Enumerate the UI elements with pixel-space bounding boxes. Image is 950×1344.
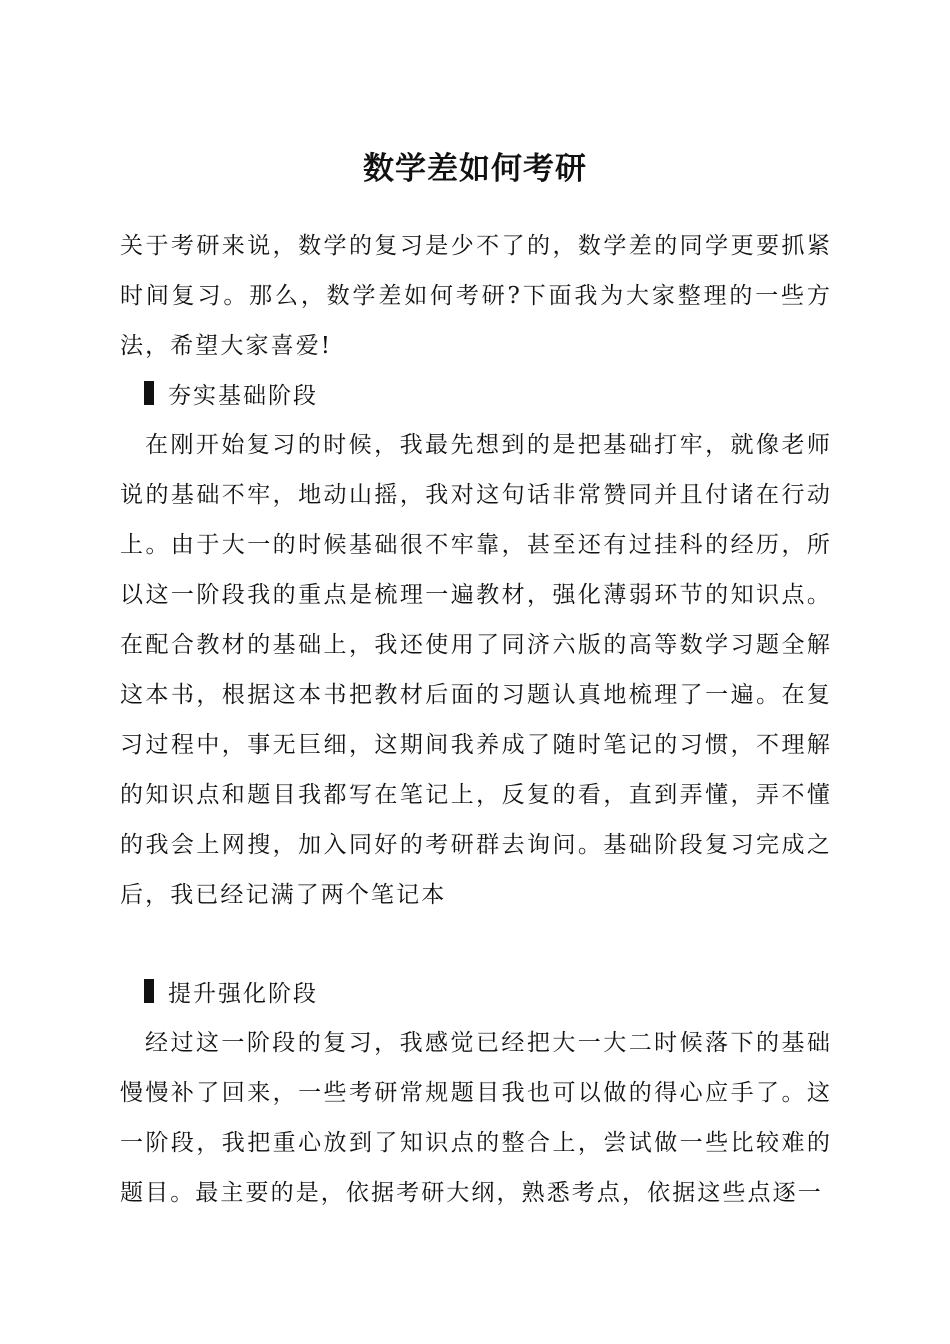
- heading-bullet-icon: [144, 381, 154, 405]
- section-heading-label: 夯实基础阶段: [168, 382, 318, 409]
- document-title: 数学差如何考研: [363, 151, 587, 187]
- section-heading-label: 提升强化阶段: [168, 980, 318, 1007]
- section-heading-improvement: [144, 966, 318, 1016]
- heading-bullet-icon: [144, 979, 154, 1003]
- section-body-foundation: 在刚开始复习的时候，我最先想到的是把基础打牢，就像老师说的基础不牢，地动山摇，我对这句话非常赞同并且付诸在行动上。由于大一的时候基础很不牢靠，甚至还有过挂科的经历，所以这一阶段我的重点是梳理一遍教材，强化薄弱环节的知识点。在配合教材的基础上，我还使用了同济六版的高等数学习题全解这本书，根据这本书把教材后面的习题认真地梳理了一遍。在复习过程中，事无巨细，这期间我养成了随时笔记的习惯，不理解的知识点和题目我都写在笔记上，反复的看，直到弄懂，弄不懂的我会上网搜，加入同好的考研群去询问。基础阶段复习完成之后，我已经记满了两个笔记本: [120, 432, 832, 908]
- section-body-improvement: 经过这一阶段的复习，我感觉已经把大一大二时候落下的基础慢慢补了回来，一些考研常规题目我也可以做的得心应手了。这一阶段，我把重心放到了知识点的整合上，尝试做一些比较难的题目。最主要的是，依据考研大纲，熟悉考点，依据这些点逐一: [120, 1030, 832, 1206]
- section-heading-foundation: [144, 368, 318, 418]
- intro-paragraph: 关于考研来说，数学的复习是少不了的，数学差的同学更要抓紧时间复习。那么，数学差如何考研?下面我为大家整理的一些方法，希望大家喜爱!: [120, 233, 832, 359]
